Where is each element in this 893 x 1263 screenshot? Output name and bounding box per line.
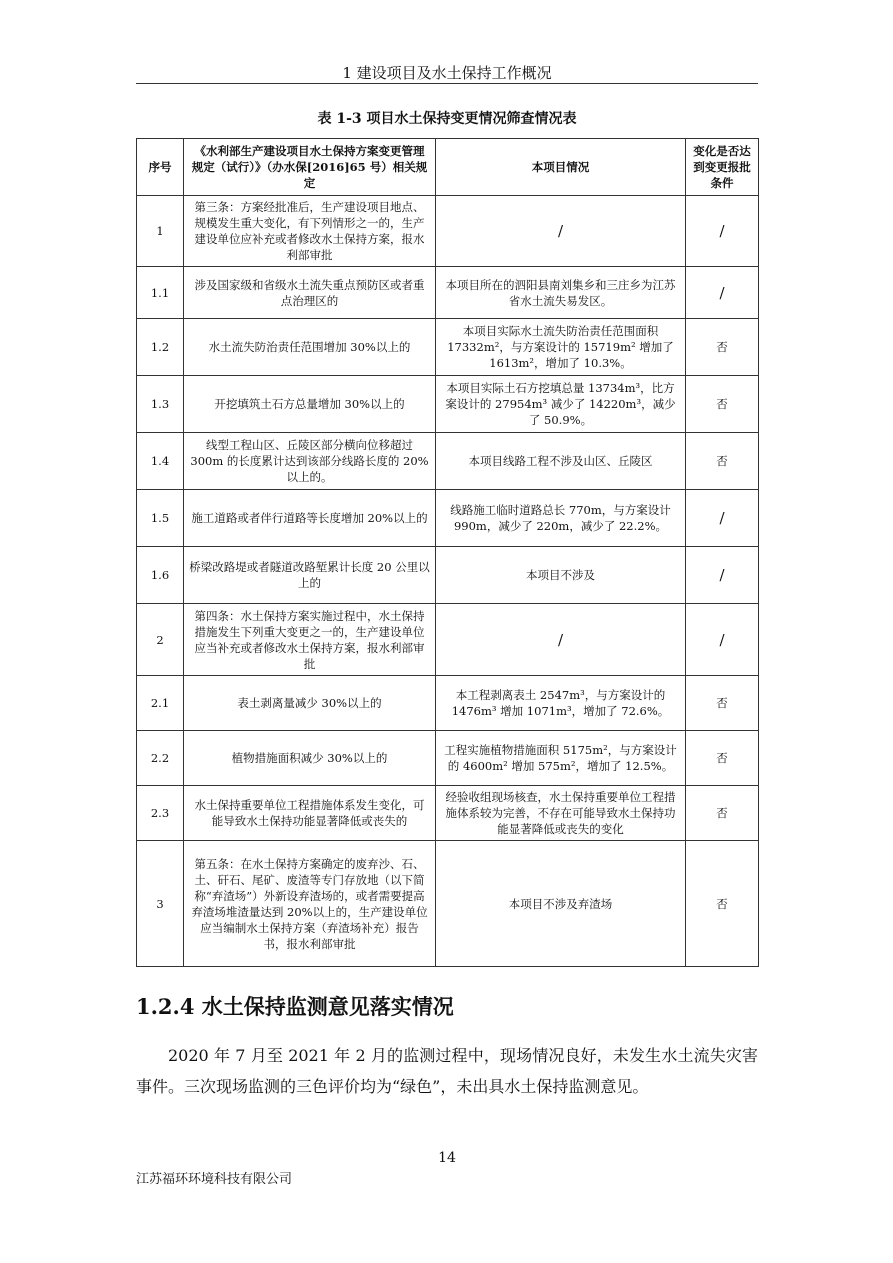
row-no: 2 — [137, 604, 184, 676]
row-situation: 本项目所在的泗阳县南刘集乡和三庄乡为江苏省水土流失易发区。 — [436, 267, 686, 319]
row-situation: 线路施工临时道路总长 770m，与方案设计 990m，减少了 220m，减少了 22.2%。 — [436, 490, 686, 547]
table-row — [137, 267, 759, 319]
row-no: 1.3 — [137, 376, 184, 433]
row-result: / — [686, 196, 759, 267]
row-situation: 本项目不涉及弃渣场 — [436, 841, 686, 967]
row-no: 2.1 — [137, 676, 184, 731]
row-result: 否 — [686, 676, 759, 731]
table-row — [137, 319, 759, 376]
row-situation: / — [436, 604, 686, 676]
row-rule: 第五条：在水土保持方案确定的废弃沙、石、土、矸石、尾矿、废渣等专门存放地（以下简称“弃渣场”）外新设弃渣场的，或者需要提高弃渣场堆渣量达到 20%以上的，生产建设单位应当编制水土保持方案（弃渣场补充）报告书，报水利部审批 — [184, 841, 436, 967]
table-row — [137, 376, 759, 433]
table-row — [137, 676, 759, 731]
row-situation: 本工程剥离表土 2547m³，与方案设计的 1476m³ 增加 1071m³，增加了 72.6%。 — [436, 676, 686, 731]
row-no: 3 — [137, 841, 184, 967]
header-no: 序号 — [137, 139, 184, 196]
row-result: 否 — [686, 786, 759, 841]
row-result: / — [686, 490, 759, 547]
row-result: 否 — [686, 731, 759, 786]
row-rule: 水土流失防治责任范围增加 30%以上的 — [184, 319, 436, 376]
row-no: 1.5 — [137, 490, 184, 547]
row-situation: 本项目实际土石方挖填总量 13734m³，比方案设计的 27954m³ 减少了 14220m³，减少了 50.9%。 — [436, 376, 686, 433]
row-no: 1.2 — [137, 319, 184, 376]
row-rule: 表土剥离量减少 30%以上的 — [184, 676, 436, 731]
row-no: 1 — [137, 196, 184, 267]
row-rule: 植物措施面积减少 30%以上的 — [184, 731, 436, 786]
table-row — [137, 490, 759, 547]
row-no: 2.2 — [137, 731, 184, 786]
row-result: 否 — [686, 376, 759, 433]
table-row — [137, 196, 759, 267]
row-rule: 施工道路或者伴行道路等长度增加 20%以上的 — [184, 490, 436, 547]
row-rule: 桥梁改路堤或者隧道改路堑累计长度 20 公里以上的 — [184, 547, 436, 604]
row-no: 2.3 — [137, 786, 184, 841]
section-heading: 1.2.4 水土保持监测意见落实情况 — [136, 994, 454, 1019]
row-result: 否 — [686, 433, 759, 490]
row-no: 1.4 — [137, 433, 184, 490]
row-situation: 工程实施植物措施面积 5175m²，与方案设计的 4600m² 增加 575m²，增加了 12.5%。 — [436, 731, 686, 786]
row-situation: 经验收组现场核查，水土保持重要单位工程措施体系较为完善，不存在可能导致水土保持功能显著降低或丧失的变化 — [436, 786, 686, 841]
header-result: 变化是否达到变更报批条件 — [686, 139, 759, 196]
row-result: 否 — [686, 319, 759, 376]
running-header: 1 建设项目及水土保持工作概况 — [342, 64, 552, 82]
row-situation: 本项目不涉及 — [436, 547, 686, 604]
table-header-row — [137, 139, 759, 196]
table-row — [137, 547, 759, 604]
row-situation: / — [436, 196, 686, 267]
row-no: 1.6 — [137, 547, 184, 604]
row-result: / — [686, 267, 759, 319]
row-rule: 开挖填筑土石方总量增加 30%以上的 — [184, 376, 436, 433]
table-row — [137, 841, 759, 967]
body-paragraph: 2020 年 7 月至 2021 年 2 月的监测过程中，现场情况良好，未发生水土流失灾害事件。三次现场监测的三色评价均为“绿色”，未出具水土保持监测意见。 — [136, 1046, 758, 1096]
page-number: 14 — [438, 1150, 456, 1166]
header-rule: 《水利部生产建设项目水土保持方案变更管理规定（试行）》（办水保[2016]65 号）相关规定 — [184, 139, 436, 196]
row-result: / — [686, 547, 759, 604]
row-rule: 线型工程山区、丘陵区部分横向位移超过 300m 的长度累计达到该部分线路长度的 20%以上的。 — [184, 433, 436, 490]
change-screening-table — [136, 138, 759, 967]
row-rule: 第三条：方案经批准后，生产建设项目地点、规模发生重大变化，有下列情形之一的，生产建设单位应补充或者修改水土保持方案，报水利部审批 — [184, 196, 436, 267]
table-row — [137, 604, 759, 676]
row-rule: 水土保持重要单位工程措施体系发生变化，可能导致水土保持功能显著降低或丧失的 — [184, 786, 436, 841]
header-situation: 本项目情况 — [436, 139, 686, 196]
table-row — [137, 433, 759, 490]
row-rule: 涉及国家级和省级水土流失重点预防区或者重点治理区的 — [184, 267, 436, 319]
row-result: 否 — [686, 841, 759, 967]
row-situation: 本项目线路工程不涉及山区、丘陵区 — [436, 433, 686, 490]
table-title: 表 1-3 项目水土保持变更情况筛查情况表 — [317, 111, 577, 127]
row-result: / — [686, 604, 759, 676]
table-row — [137, 786, 759, 841]
footer-company: 江苏福环环境科技有限公司 — [136, 1172, 293, 1187]
header-rule — [136, 83, 758, 84]
row-rule: 第四条：水土保持方案实施过程中，水土保持措施发生下列重大变更之一的，生产建设单位应当补充或者修改水土保持方案，报水利部审批 — [184, 604, 436, 676]
table-row — [137, 731, 759, 786]
row-no: 1.1 — [137, 267, 184, 319]
row-situation: 本项目实际水土流失防治责任范围面积 17332m²，与方案设计的 15719m² 增加了 1613m²，增加了 10.3%。 — [436, 319, 686, 376]
